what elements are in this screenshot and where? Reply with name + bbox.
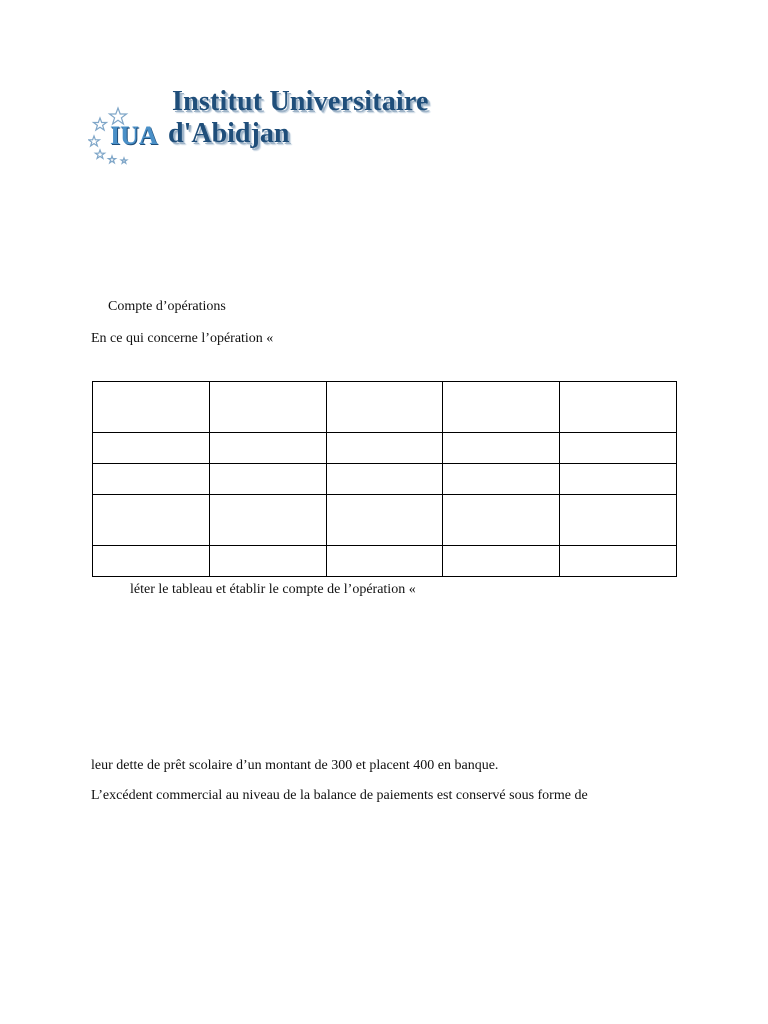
table-cell [326,464,443,495]
table-cell [209,495,326,546]
table-cell [443,546,560,577]
table-cell [326,495,443,546]
paragraph-dette: leur dette de prêt scolaire d’un montant de 300 et placent 400 en banque. [91,758,499,773]
table-cell [93,433,210,464]
table-cell [560,546,677,577]
table-row [93,546,677,577]
table-cell [560,464,677,495]
table-row [93,433,677,464]
intro-text: En ce qui concerne l’opération « [91,331,274,346]
institution-logo [88,86,488,166]
table-cell [443,382,560,433]
instruction-text: léter le tableau et établir le compte de l’opération « [130,582,416,597]
logo-acronym: IUA [110,121,158,150]
table-row [93,495,677,546]
table-cell [93,495,210,546]
table-row [93,464,677,495]
table-cell [93,382,210,433]
table-cell [560,433,677,464]
table-cell [326,433,443,464]
table-cell [209,382,326,433]
table-cell [209,546,326,577]
table-row [93,382,677,433]
table-cell [326,382,443,433]
table-cell [443,433,560,464]
table-cell [209,433,326,464]
paragraph-excedent: L’excédent commercial au niveau de la balance de paiements est conservé sous forme de [91,788,588,803]
section-heading: Compte d’opérations [108,299,226,314]
operations-table [92,381,677,577]
logo-title-line1: Institut Universitaire [172,86,429,117]
operations-table-body [93,382,677,577]
table-cell [326,546,443,577]
table-cell [209,464,326,495]
table-cell [560,495,677,546]
table-cell [93,546,210,577]
table-cell [93,464,210,495]
table-cell [443,495,560,546]
table-cell [443,464,560,495]
logo-title-line2: d'Abidjan [168,118,290,149]
table-cell [560,382,677,433]
